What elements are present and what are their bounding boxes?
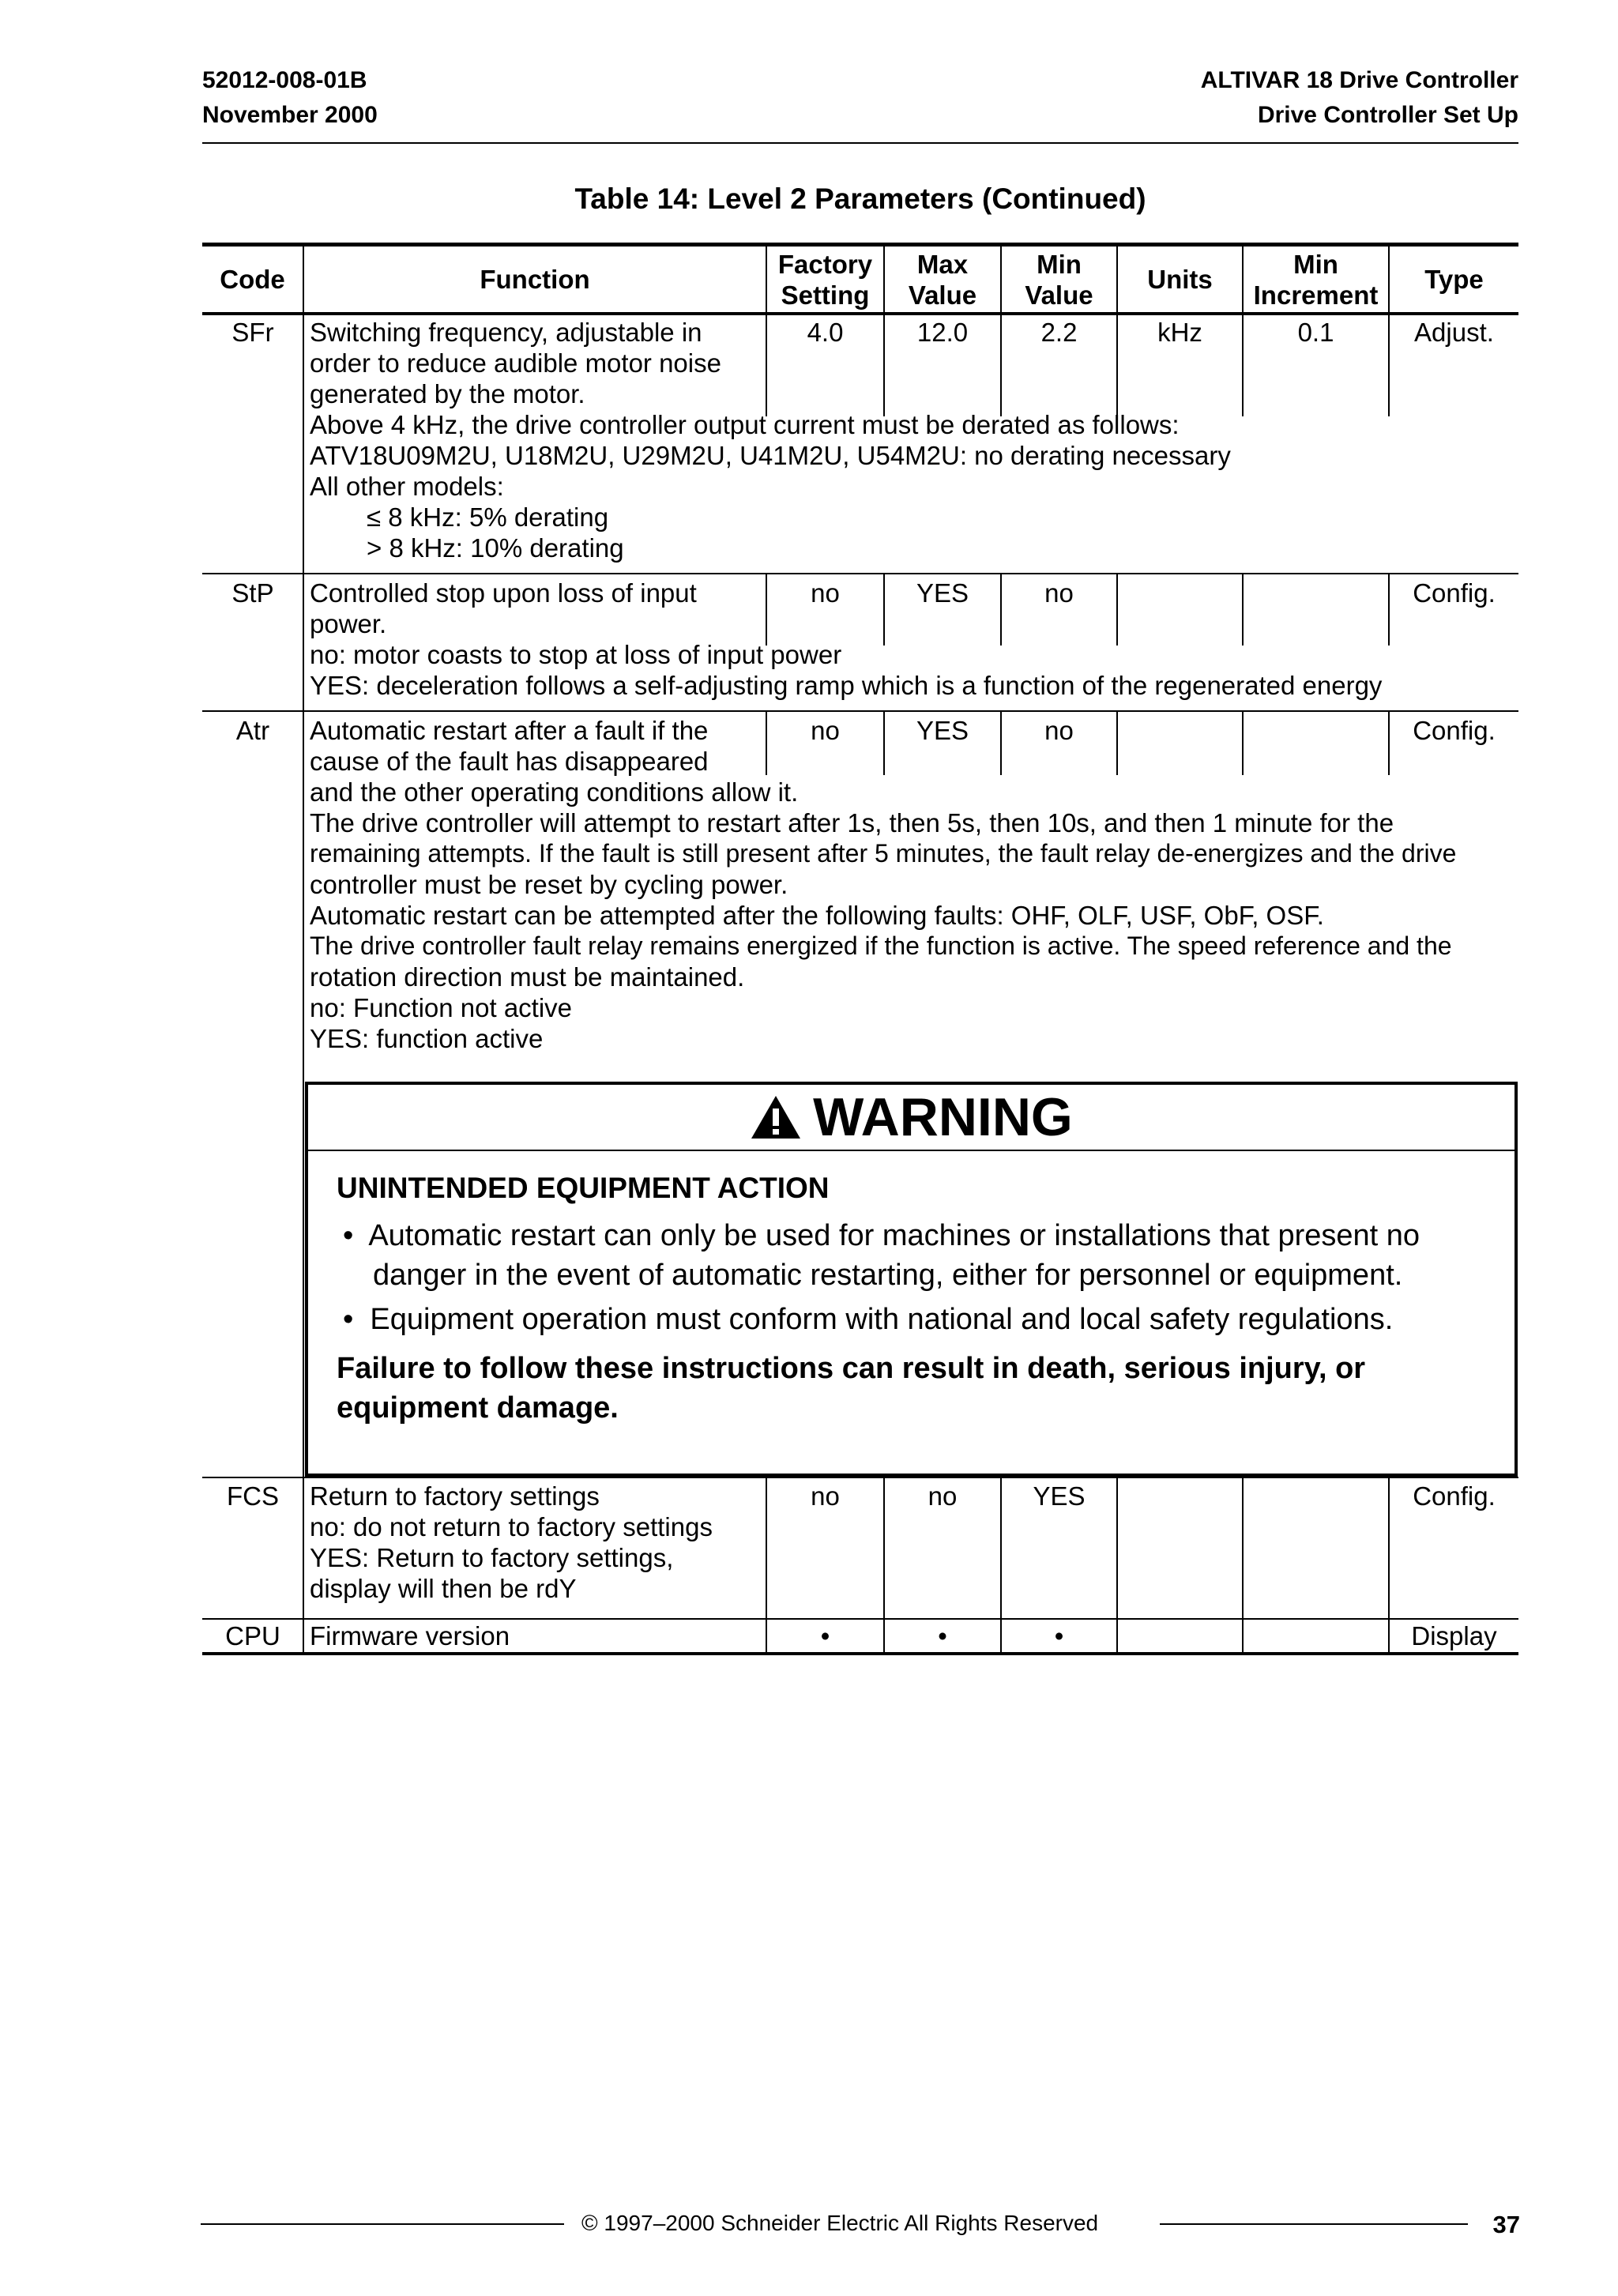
min-value: no <box>1044 716 1074 745</box>
factory-setting: no <box>811 578 840 608</box>
factory-setting: 4.0 <box>807 318 844 347</box>
param-code: StP <box>231 578 274 608</box>
param-code: CPU <box>225 1621 280 1650</box>
warning-consequence-line1: Failure to follow these instructions can result in death, serious injury, or <box>337 1352 1366 1385</box>
col-header-min-line2: Value <box>1025 280 1093 310</box>
function-text: Return to factory settings <box>310 1481 600 1511</box>
note-text: controller must be reset by cycling power. <box>310 870 788 899</box>
col-header-min <box>1002 247 1116 312</box>
table-bottom-rule <box>202 1652 1518 1655</box>
warning-header <box>308 1085 1515 1151</box>
note-text: no: motor coasts to stop at loss of input power <box>310 640 842 669</box>
type-value: Adjust. <box>1414 318 1494 347</box>
col-divider <box>1242 574 1244 646</box>
section-name: Drive Controller Set Up <box>1257 102 1518 128</box>
max-value: • <box>938 1621 947 1650</box>
note-text: and the other operating conditions allow it. <box>310 777 799 807</box>
header-rule <box>202 142 1518 144</box>
header-bottom-rule <box>202 312 1518 315</box>
doc-number: 52012-008-01B <box>202 67 367 93</box>
min-value: no <box>1044 578 1074 608</box>
col-divider <box>1242 712 1244 775</box>
warning-consequence-line2: equipment damage. <box>337 1391 619 1425</box>
footer-rule-right <box>1160 2223 1468 2225</box>
col-header-max <box>885 247 1000 312</box>
row-divider <box>202 1477 1518 1478</box>
param-code: Atr <box>235 716 270 745</box>
warning-bullet-1-cont: danger in the event of automatic restarting, either for personnel or equipment. <box>373 1259 1403 1292</box>
min-value: YES <box>1033 1481 1086 1511</box>
function-text: generated by the motor. <box>310 379 585 408</box>
page-number: 37 <box>1492 2211 1520 2238</box>
col-header-factory-line1: Factory <box>777 249 873 279</box>
col-divider <box>1242 1478 1244 1654</box>
function-text: cause of the fault has disappeared <box>310 747 709 776</box>
col-header-max-line2: Value <box>908 280 977 310</box>
note-text: The drive controller will attempt to restart after 1s, then 5s, then 10s, and then 1 minute for the <box>310 808 1394 837</box>
note-text: YES: deceleration follows a self-adjusting ramp which is a function of the regenerated energy <box>310 671 1383 700</box>
factory-setting: no <box>811 1481 840 1511</box>
col-header-increment-line2: Increment <box>1253 280 1379 310</box>
header-left <box>202 63 378 133</box>
note-text: > 8 kHz: 10% derating <box>367 533 624 563</box>
max-value: YES <box>916 578 969 608</box>
note-text: Above 4 kHz, the drive controller output current must be derated as follows: <box>310 410 1180 439</box>
function-text: Switching frequency, adjustable in <box>310 318 702 347</box>
warning-triangle-icon <box>750 1094 802 1140</box>
note-text: YES: function active <box>310 1024 544 1053</box>
min-value: • <box>1054 1621 1064 1650</box>
function-text: Automatic restart after a fault if the <box>310 716 709 745</box>
function-text: Firmware version <box>310 1621 510 1650</box>
col-divider <box>1116 712 1118 775</box>
units-value: kHz <box>1157 318 1202 347</box>
param-code: SFr <box>231 318 274 347</box>
col-header-code: Code <box>220 265 285 294</box>
col-header-function: Function <box>480 265 590 294</box>
note-text: The drive controller fault relay remains energized if the function is active. The speed reference and the <box>310 932 1452 960</box>
note-text: ATV18U09M2U, U18M2U, U29M2U, U41M2U, U54M2U: no derating necessary <box>310 441 1231 470</box>
row-divider <box>202 1618 1518 1620</box>
warning-title: WARNING <box>813 1087 1073 1147</box>
note-text: no: Function not active <box>310 993 573 1022</box>
col-header-factory-line2: Setting <box>781 280 870 310</box>
bullet-dot: • <box>343 1303 371 1336</box>
col-header-increment-line1: Min <box>1293 249 1338 279</box>
note-text: Automatic restart can be attempted after the following faults: OHF, OLF, USF, ObF, OSF. <box>310 901 1324 930</box>
col-divider <box>303 243 304 1654</box>
col-header-min-line1: Min <box>1037 249 1082 279</box>
doc-date: November 2000 <box>202 102 378 128</box>
function-text: no: do not return to factory settings <box>310 1512 713 1541</box>
header-right <box>1201 63 1518 133</box>
function-text: display will then be rdY <box>310 1574 577 1603</box>
footer-copyright: © 1997–2000 Schneider Electric All Rights Reserved <box>581 2211 1099 2235</box>
note-text: rotation direction must be maintained. <box>310 962 745 992</box>
factory-setting: no <box>811 716 840 745</box>
max-value: 12.0 <box>916 318 969 347</box>
min-value: 2.2 <box>1040 318 1078 347</box>
warning-bullet-2 <box>343 1300 1393 1339</box>
function-text: power. <box>310 609 387 638</box>
col-divider <box>1116 1478 1118 1654</box>
function-text: Controlled stop upon loss of input <box>310 578 697 608</box>
param-code: FCS <box>227 1481 279 1511</box>
warning-bullet-1 <box>343 1216 1420 1255</box>
note-text: remaining attempts. If the fault is still present after 5 minutes, the fault relay de-energizes and the drive <box>310 839 1457 868</box>
function-text: YES: Return to factory settings, <box>310 1543 674 1572</box>
type-value: Config. <box>1413 578 1496 608</box>
type-value: Config. <box>1413 1481 1496 1511</box>
col-divider <box>1116 574 1118 646</box>
type-value: Config. <box>1413 716 1496 745</box>
function-text: order to reduce audible motor noise <box>310 348 721 378</box>
table-title: Table 14: Level 2 Parameters (Continued) <box>574 183 1146 215</box>
factory-setting: • <box>820 1621 830 1650</box>
parameters-table <box>202 243 1518 1649</box>
row-divider <box>202 710 1518 712</box>
col-header-increment <box>1244 247 1388 312</box>
footer-rule-left <box>201 2223 564 2225</box>
type-value: Display <box>1411 1621 1497 1650</box>
warning-box <box>305 1082 1518 1477</box>
product-name: ALTIVAR 18 Drive Controller <box>1200 67 1518 93</box>
col-header-factory <box>767 247 883 312</box>
max-value: YES <box>916 716 969 745</box>
note-text: All other models: <box>310 472 504 501</box>
row-divider <box>202 573 1518 574</box>
col-header-units: Units <box>1147 265 1213 294</box>
warning-subtitle: UNINTENDED EQUIPMENT ACTION <box>337 1172 830 1204</box>
col-header-max-line1: Max <box>916 249 969 279</box>
bullet-dot: • <box>343 1219 369 1252</box>
warning-bullet-1-line1: Automatic restart can only be used for machines or installations that present no <box>368 1219 1420 1252</box>
col-header-type: Type <box>1424 265 1484 294</box>
increment-value: 0.1 <box>1297 318 1334 347</box>
note-text: ≤ 8 kHz: 5% derating <box>367 502 609 532</box>
max-value: no <box>928 1481 958 1511</box>
warning-bullet-2-text: Equipment operation must conform with national and local safety regulations. <box>370 1303 1394 1336</box>
